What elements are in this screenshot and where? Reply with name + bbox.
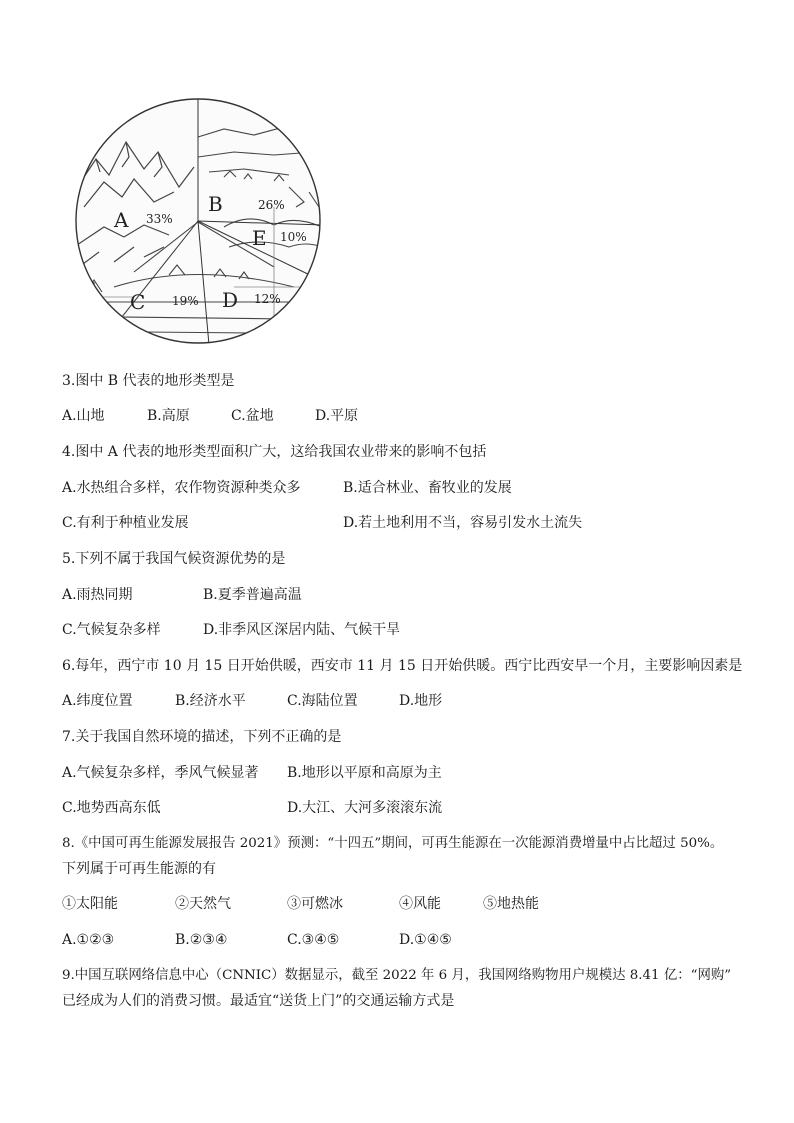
q8-item-5: ⑤地热能	[483, 896, 539, 912]
q8-item-2: ②天然气	[175, 896, 231, 912]
label-a-percent: 33%	[146, 212, 173, 226]
q5-option-b: B.夏季普遍高温	[203, 587, 302, 603]
q8-item-3: ③可燃冰	[287, 896, 343, 912]
q8-option-a: A.①②③	[62, 932, 115, 948]
q3-option-d: D.平原	[315, 408, 359, 424]
question-8-stem: 8.《中国可再生能源发展报告 2021》预测：“十四五”期间，可再生能源在一次能源消费增量中占比超过 50%。	[62, 836, 724, 851]
label-b-percent: 26%	[258, 198, 285, 212]
q5-option-d: D.非季风区深居内陆、气候干旱	[203, 622, 401, 638]
q3-option-c: C.盆地	[231, 408, 274, 424]
q4-option-b: B.适合林业、畜牧业的发展	[343, 480, 512, 496]
label-a-letter: A	[114, 208, 129, 232]
label-c-percent: 19%	[172, 294, 199, 308]
q7-option-c: C.地势西高东低	[62, 800, 161, 816]
question-3-stem: 3.图中 B 代表的地形类型是	[62, 373, 235, 389]
question-7-stem: 7.关于我国自然环境的描述，下列不正确的是	[62, 729, 342, 745]
q5-option-a: A.雨热同期	[62, 587, 133, 603]
q8-option-c: C.③④⑤	[287, 932, 340, 948]
q8-item-1: ①太阳能	[62, 896, 118, 912]
q7-option-b: B.地形以平原和高原为主	[287, 765, 442, 781]
label-d-letter: D	[222, 288, 239, 312]
question-4-stem: 4.图中 A 代表的地形类型面积广大，这给我国农业带来的影响不包括	[62, 444, 487, 460]
question-6-stem: 6.每年，西宁市 10 月 15 日开始供暖，西安市 11 月 15 日开始供暖。西宁比西安早一个月，主要影响因素是	[62, 658, 743, 674]
question-8-stem-line2: 下列属于可再生能源的有	[62, 861, 216, 877]
q3-option-a: A.山地	[62, 408, 105, 424]
label-b-letter: B	[208, 192, 223, 216]
q8-item-4: ④风能	[399, 896, 441, 912]
q4-option-a: A.水热组合多样，农作物资源种类众多	[62, 480, 301, 496]
q7-option-a: A.气候复杂多样，季风气候显著	[62, 765, 259, 781]
question-9-stem-line2: 已经成为人们的消费习惯。最适宜“送货上门”的交通运输方式是	[62, 993, 455, 1009]
q4-option-d: D.若土地利用不当，容易引发水土流失	[343, 515, 583, 531]
q7-option-d: D.大江、大河多滚滚东流	[287, 800, 443, 816]
question-9-stem: 9.中国互联网络信息中心（CNNIC）数据显示，截至 2022 年 6 月，我国网络购物用户规模达 8.41 亿：“网购”	[62, 968, 732, 983]
q5-option-c: C.气候复杂多样	[62, 622, 161, 638]
q6-option-c: C.海陆位置	[287, 693, 358, 709]
q6-option-b: B.经济水平	[175, 693, 246, 709]
q4-option-c: C.有利于种植业发展	[62, 515, 189, 531]
question-5-stem: 5.下列不属于我国气候资源优势的是	[62, 551, 286, 567]
label-d-percent: 12%	[254, 292, 281, 306]
label-e-letter: E	[252, 226, 267, 250]
q8-option-b: B.②③④	[175, 932, 228, 948]
label-c-letter: C	[130, 290, 146, 314]
q8-option-d: D.①④⑤	[399, 932, 452, 948]
landform-circle-figure	[74, 97, 322, 345]
q3-option-b: B.高原	[147, 408, 190, 424]
q6-option-d: D.地形	[399, 693, 443, 709]
q6-option-a: A.纬度位置	[62, 693, 133, 709]
label-e-percent: 10%	[280, 230, 307, 244]
